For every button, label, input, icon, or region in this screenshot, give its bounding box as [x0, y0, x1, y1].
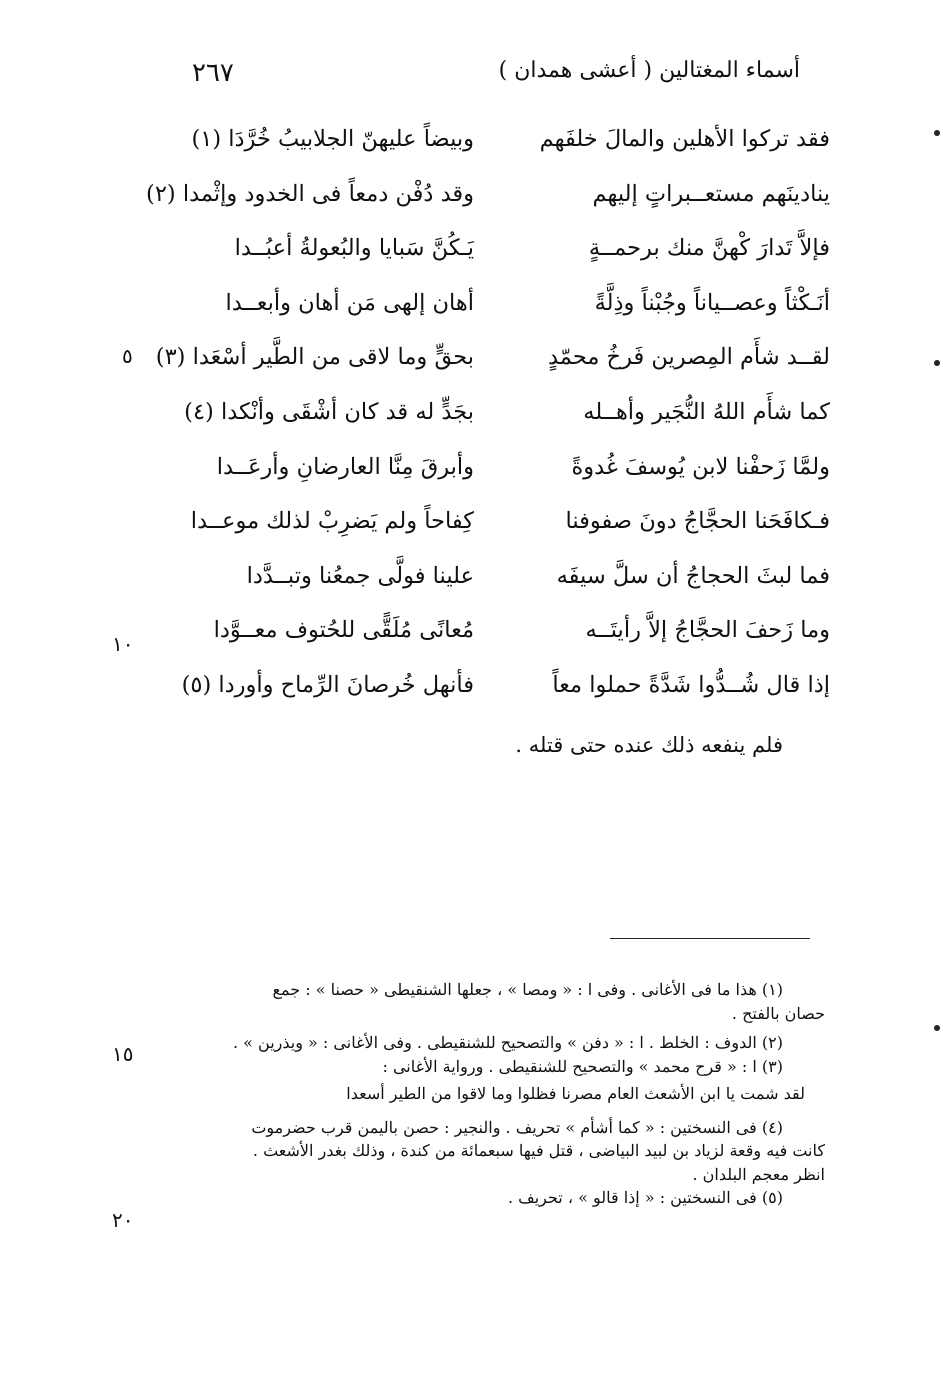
verse-8	[150, 494, 830, 549]
line-number-15: ١٥	[112, 1042, 134, 1066]
footnote-4-continued: كانت فيه وقعة لزياد بن لبيد البياضى ، قتل فيها سبعمائة من كندة ، وذلك بغدر الأشعث .	[252, 1141, 825, 1160]
hemistich-second: يَـكُنَّ سَبايا والبُعولةُ أعبُــدا	[234, 235, 474, 262]
hemistich-first: وما زَحفَ الحجَّاجُ إلاَّ رأيتَــه	[585, 617, 830, 644]
page-header	[150, 58, 840, 94]
hemistich-second: وقد دُفْن دمعاً فى الخدود وإثْمدا (٢)	[146, 180, 474, 207]
verse-5	[150, 330, 830, 385]
hemistich-second: كِفاحاً ولم يَضرِبْ لذلك موعــدا	[190, 508, 474, 535]
margin-dot	[934, 360, 940, 366]
hemistich-first: ينادينَهم مستعــبراتٍ إليهم	[592, 180, 830, 207]
hemistich-second: بحقٍّ وما لاقى من الطَّير أسْعَدا (٣)	[155, 344, 474, 371]
line-number-10: ١٠	[112, 632, 134, 656]
hemistich-second: علينا فولَّى جمعُنا وتبــدَّدا	[246, 562, 474, 589]
page-number: ٢٦٧	[192, 58, 234, 88]
footnote-4: (٤) فى النسختين : « كما أشأم » تحريف . والنجير : حصن باليمن قرب حضرموت	[251, 1117, 783, 1137]
verse-11	[150, 658, 830, 713]
footnotes	[160, 978, 825, 1210]
closing-line: فلم ينفعه ذلك عنده حتى قتله .	[515, 733, 783, 757]
hemistich-second: فأنهل خُرصانَ الرِّماح وأوردا (٥)	[181, 671, 474, 698]
margin-dot	[934, 130, 940, 136]
hemistich-first: فإلاَّ تَدارَ كْهنَّ منك برحمــةٍ	[588, 235, 830, 262]
footnote-3: (٣) ا : « قرح محمد » والتصحيح للشنقيطى . ورواية الأغانى :	[382, 1056, 783, 1076]
line-number-5: ٥	[122, 344, 133, 368]
footnote-5: (٥) فى النسختين : « إذا قالو » ، تحريف .	[507, 1188, 783, 1207]
running-title: أسماء المغتالين ( أعشى همدان )	[498, 58, 800, 83]
verse-6	[150, 385, 830, 440]
hemistich-first: إذا قال شُــدُّوا شَدَّةً حملوا معاً	[552, 671, 830, 698]
hemistich-second: أهان إلهى مَن أهان وأبعــدا	[225, 289, 474, 316]
verse-2	[146, 167, 830, 222]
verse-9	[150, 549, 830, 604]
hemistich-first: أنَـكْثاً وعصــياناً وجُبْناً وذِلَّةً	[594, 289, 830, 316]
footnote-separator	[610, 938, 810, 939]
hemistich-second: مُعانًى مُلَقًّى للحُتوف معــوَّدا	[213, 617, 474, 644]
hemistich-first: فـكافَحَنا الحجَّاجُ دونَ صفوفنا	[565, 508, 830, 535]
hemistich-first: فما لبثَ الحجاجُ أن سلَّ سيفَه	[556, 562, 830, 589]
margin-dot	[934, 1025, 940, 1031]
hemistich-second: وبيضاً عليهنّ الجلابيبُ خُرَّدَا (١)	[191, 126, 474, 152]
hemistich-first: كما شأَم اللهُ النُّجَير وأهــله	[583, 398, 830, 425]
line-number-20: ٢٠	[112, 1208, 134, 1232]
verse-4	[150, 276, 830, 331]
footnote-1: (١) هذا ما فى الأغانى . وفى ا : « ومصا » ، جعلها الشنقيطى « حصنا » : جمع	[272, 980, 783, 999]
footnote-3-quoted-verse: لقد شمت يا ابن الأشعث العام مصرنا فظلوا وما لاقوا من الطير أسعدا	[346, 1084, 805, 1103]
hemistich-first: فقد تركوا الأهلين والمالَ خلفَهم	[539, 126, 830, 152]
footnote-4-reference: انظر معجم البلدان .	[692, 1164, 825, 1184]
verse-3	[150, 221, 830, 276]
verse-7	[150, 440, 830, 495]
footnote-1-continued: حصان بالفتح .	[731, 1003, 825, 1023]
hemistich-second: وأبرقَ مِنَّا العارضانِ وأرعَــدا	[216, 453, 474, 480]
verse-1	[150, 112, 830, 167]
poem	[146, 112, 830, 713]
hemistich-first: ولمَّا زَحفْنا لابن يُوسفَ غُدوةً	[571, 453, 830, 480]
hemistich-second: بجَدٍّ له قد كان أشْقَى وأنْكدا (٤)	[184, 398, 474, 425]
hemistich-first: لقــد شأَم المِصرين فَرخُ محمّدٍ	[548, 344, 830, 371]
footnote-2: (٢) الدوف : الخلط . ا : « دفن » والتصحيح للشنقيطى . وفى الأغانى : « ويذرين » .	[232, 1033, 783, 1052]
verse-10	[150, 603, 830, 658]
